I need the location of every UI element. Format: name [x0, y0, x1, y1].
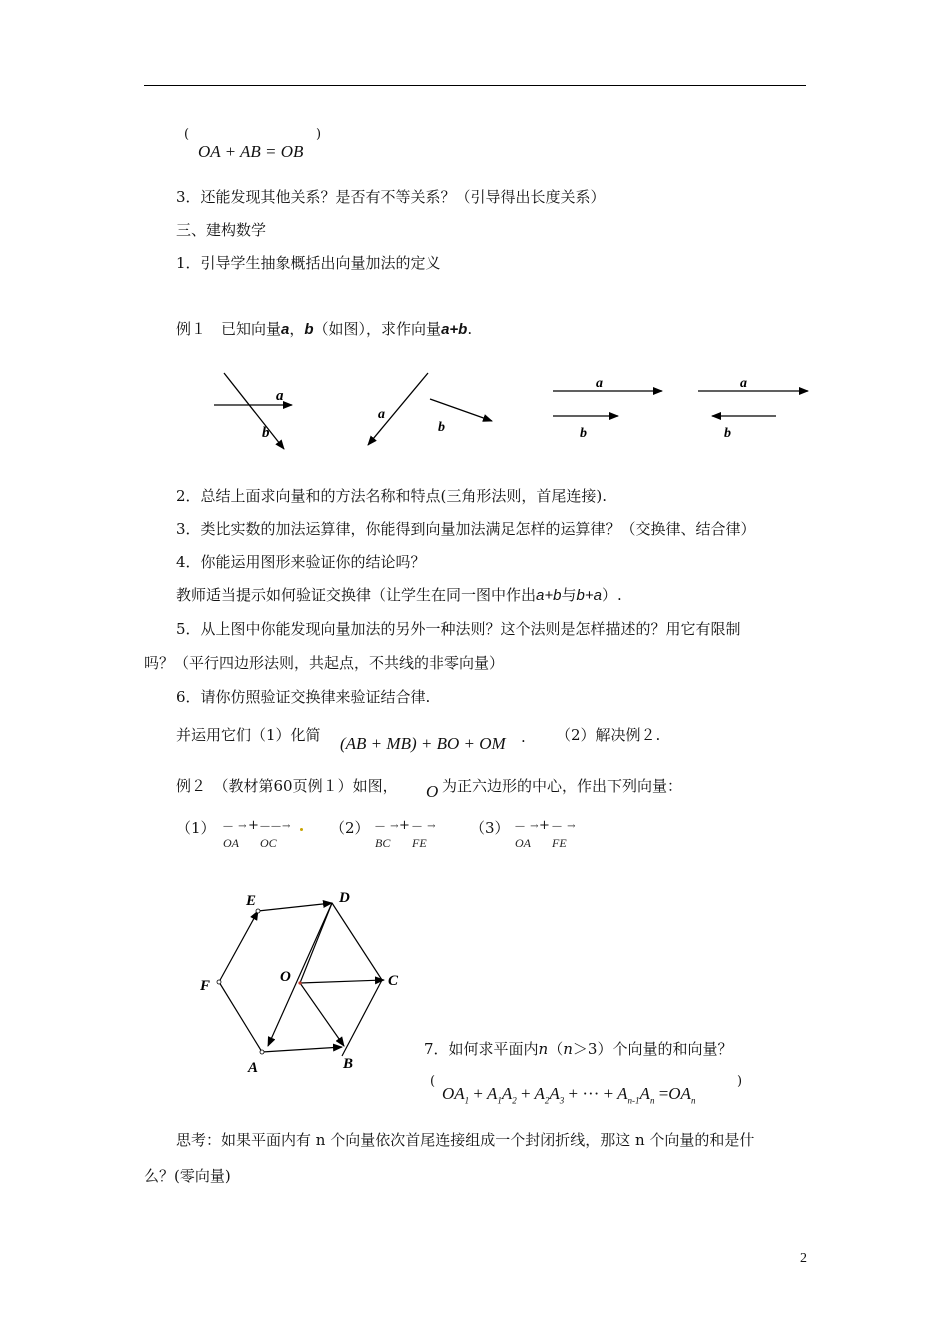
page-number: 2: [800, 1251, 807, 1266]
vector-a-2: [368, 373, 428, 445]
edge-DC: [332, 903, 382, 980]
vector-DA: [268, 903, 332, 1046]
label-a-4: a: [740, 376, 747, 391]
point-3: 3．类比实数的加法运算律，你能得到向量加法满足怎样的运算律？（交换律、结合律）: [176, 520, 756, 538]
header-rule: [144, 85, 806, 86]
simplify-expression: (AB + MB) + BO + OM: [340, 734, 506, 753]
edge-CB: [342, 980, 382, 1056]
hexagon-figure: [190, 880, 420, 1080]
label-D: D: [339, 890, 350, 906]
example-2-part-1: （1） — → + ——→ OA OC: [176, 818, 326, 858]
equation-text: OA + AB = OB: [198, 142, 304, 161]
point-5-line-2: 吗？（平行四边形法则，共起点，不共线的非零向量）: [144, 654, 505, 672]
point-6-apply: 并运用它们（1）化简 (AB + MB) + BO + OM . （2）解决例２.: [176, 726, 661, 753]
vector-figure-1: [200, 365, 820, 455]
label-a-3: a: [596, 376, 603, 391]
label-F: F: [200, 978, 211, 994]
think-line-1: 思考：如果平面内有 n 个向量依次首尾连接组成一个封闭折线，那这 n 个向量的和是什: [176, 1131, 755, 1149]
point-4: 4．你能运用图形来验证你的结论吗？: [176, 553, 426, 571]
label-b-3: b: [580, 426, 587, 441]
point-5-line-1: 5．从上图中你能发现向量加法的另外一种法则？这个法则是怎样描述的？用它有限制: [176, 620, 741, 638]
label-a-1: a: [276, 388, 284, 404]
point-6: 6．请你仿照验证交换律来验证结合律.: [176, 688, 431, 706]
edge-ED: [258, 903, 332, 911]
equation-oa-ab-ob: ( ) OA + AB = OB: [184, 127, 322, 161]
label-b-2: b: [438, 420, 445, 435]
example-2-part-2: （2） — → + — → BC FE: [330, 818, 437, 850]
vector-b-2: [430, 399, 492, 421]
edge-AB: [262, 1047, 342, 1052]
vector-b-1: [224, 373, 284, 449]
example-2: 例２ （教材第60页例１）如图， O 为正六边形的中心，作出下列向量：: [176, 777, 683, 801]
vector-OC: [300, 980, 384, 983]
point-4-hint: 教师适当提示如何验证交换律（让学生在同一图中作出a+b与b+a）.: [176, 586, 622, 604]
point-1: 1．引导学生抽象概括出向量加法的定义: [176, 254, 441, 272]
n-vector-sum-formula: ( ) $OA_1 + A_1A_2 + A_2A_3$ + ··· + $A_{n-1}A_n =OA_n$: [430, 1074, 743, 1106]
think-line-2: 么？(零向量): [144, 1167, 231, 1185]
label-b-4: b: [724, 426, 731, 441]
label-a-2: a: [378, 407, 385, 422]
label-C: C: [388, 973, 399, 989]
example-2-part-3: （3） — → + — → OA FE: [470, 818, 577, 850]
label-B: B: [343, 1056, 354, 1072]
label-E: E: [246, 893, 257, 909]
edge-FA: [219, 982, 262, 1052]
vector-OB: [300, 983, 344, 1046]
point-2: 2．总结上面求向量和的方法名称和特点(三角形法则，首尾连接).: [176, 487, 608, 505]
example-1: 例１ 已知向量a，b（如图），求作向量a+b.: [176, 320, 473, 338]
label-O: O: [280, 969, 291, 985]
point-7: 7．如何求平面内n（n＞3）个向量的和向量？: [424, 1040, 733, 1058]
label-b-1: b: [262, 425, 270, 441]
edge-FE: [219, 911, 258, 982]
label-A: A: [248, 1060, 259, 1076]
section-heading: 三、建构数学: [176, 221, 267, 239]
question-3: 3．还能发现其他关系？是否有不等关系？（引导得出长度关系）: [176, 188, 606, 206]
